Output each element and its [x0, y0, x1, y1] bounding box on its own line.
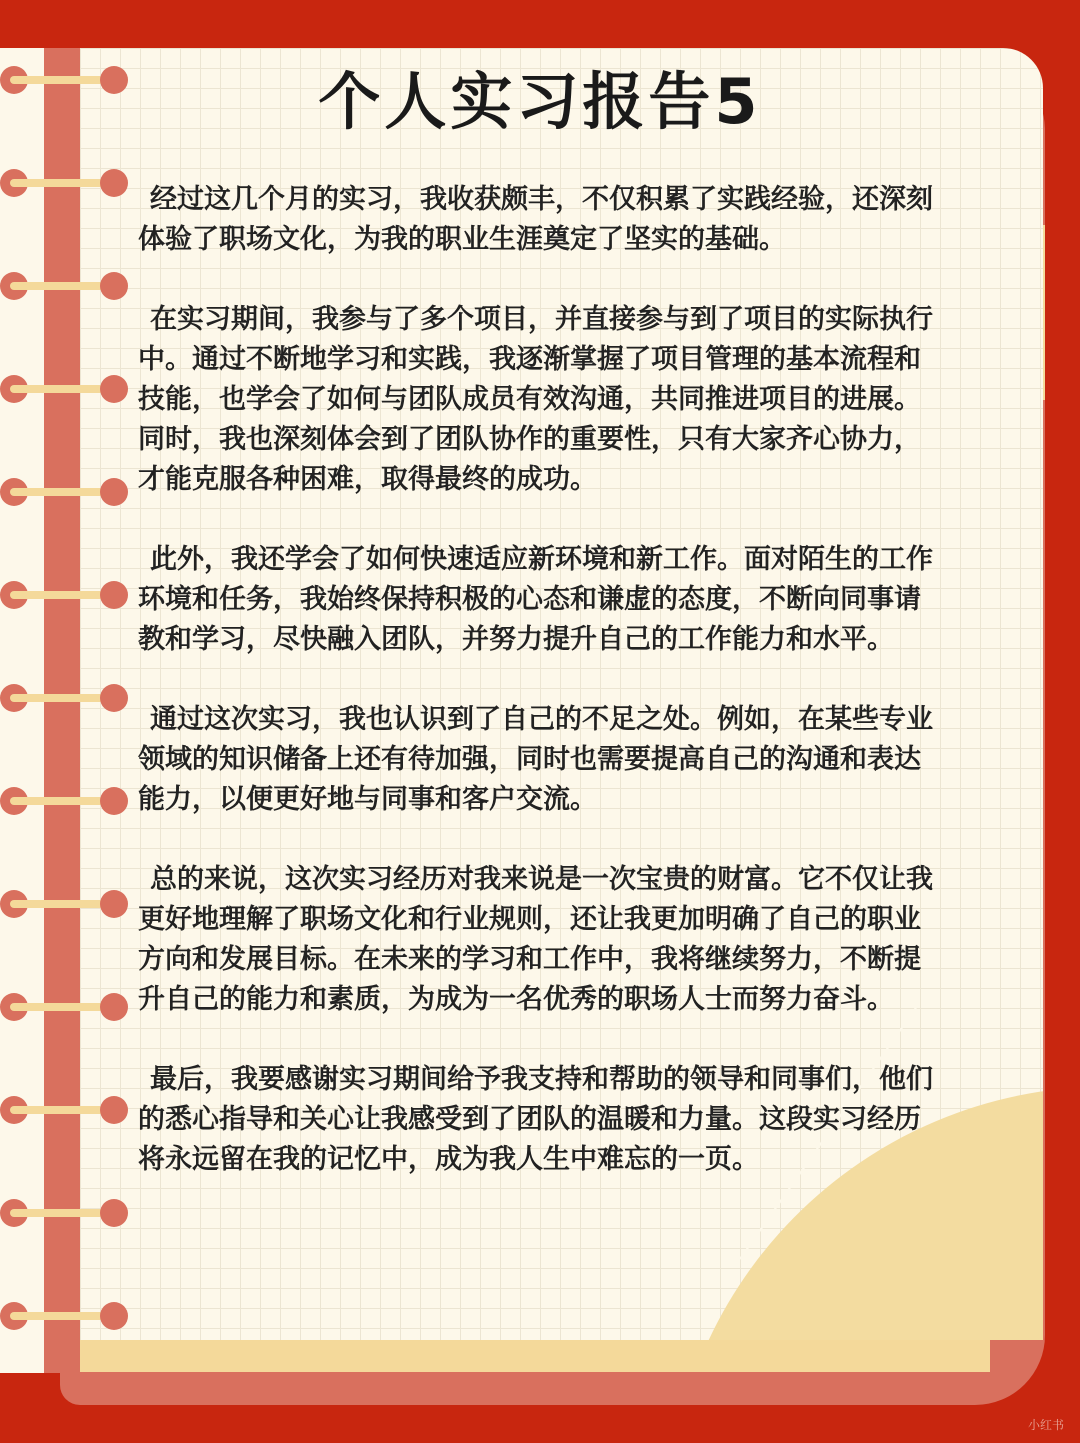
spiral-ring [0, 270, 128, 302]
spiral-ring [0, 1197, 128, 1229]
spiral-ring [0, 579, 128, 611]
paragraph: 此外，我还学会了如何快速适应新环境和新工作。面对陌生的工作环境和任务，我始终保持积极的心态和谦虚的态度，不断向同事请教和学习，尽快融入团队，并努力提升自己的工作能力和水平。 [138, 544, 933, 655]
spiral-ring [0, 167, 128, 199]
page-title: 个人实习报告5 [318, 65, 762, 138]
paragraph: 在实习期间，我参与了多个项目，并直接参与到了项目的实际执行中。通过不断地学习和实践，我逐渐掌握了项目管理的基本流程和技能，也学会了如何与团队成员有效沟通，共同推进项目的进展。同时，我也深刻体会到了团队协作的重要性，只有大家齐心协力，才能克服各种困难，取得最终的成功。 [138, 304, 933, 495]
spiral-ring [0, 373, 128, 405]
spiral-ring [0, 888, 128, 920]
paragraph: 最后，我要感谢实习期间给予我支持和帮助的领导和同事们，他们的悉心指导和关心让我感受到了团队的温暖和力量。这段实习经历将永远留在我的记忆中，成为我人生中难忘的一页。 [138, 1064, 933, 1175]
paragraph: 通过这次实习，我也认识到了自己的不足之处。例如，在某些专业领域的知识储备上还有待加强，同时也需要提高自己的沟通和表达能力，以便更好地与同事和客户交流。 [138, 704, 933, 815]
page-bottom-edge [60, 1340, 990, 1372]
paragraph: 总的来说，这次实习经历对我来说是一次宝贵的财富。它不仅让我更好地理解了职场文化和行业规则，还让我更加明确了自己的职业方向和发展目标。在未来的学习和工作中，我将继续努力，不断提升自己的能力和素质，为成为一名优秀的职场人士而努力奋斗。 [138, 864, 933, 1015]
report-body [138, 180, 938, 1220]
spiral-ring [0, 785, 128, 817]
spiral-ring [0, 476, 128, 508]
watermark: 小红书 [1027, 1418, 1064, 1432]
spiral-ring [0, 1300, 128, 1332]
spiral-ring [0, 1094, 128, 1126]
paragraph: 经过这几个月的实习，我收获颇丰，不仅积累了实践经验，还深刻体验了职场文化，为我的职业生涯奠定了坚实的基础。 [138, 184, 933, 255]
spiral-ring [0, 991, 128, 1023]
spiral-ring [0, 682, 128, 714]
